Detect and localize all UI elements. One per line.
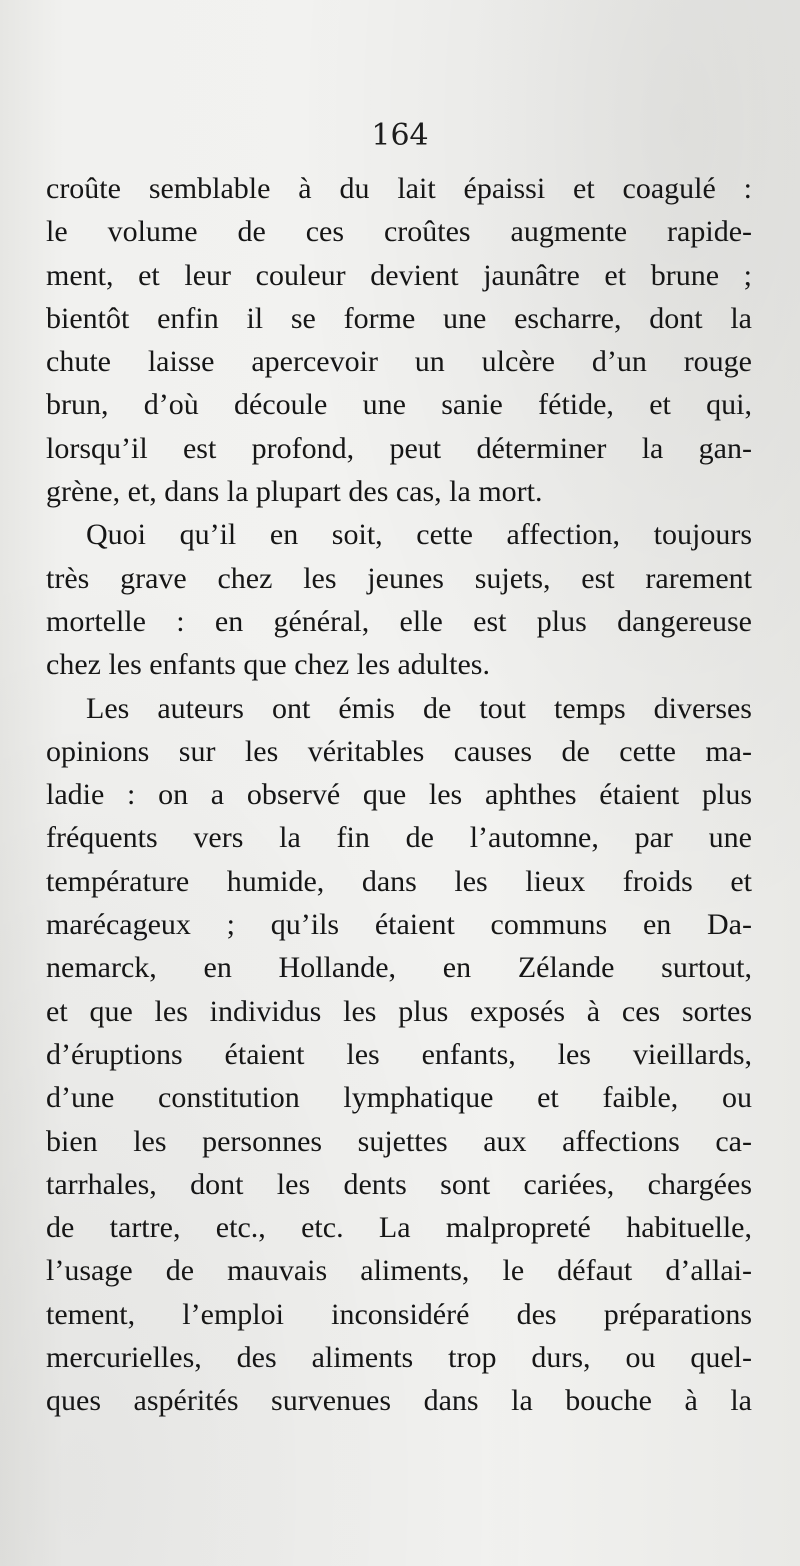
text-line: tarrhales, dont les dents sont cariées, chargées xyxy=(46,1167,752,1201)
text-line: chute laisse apercevoir un ulcère d’un rouge xyxy=(46,345,752,379)
text-line: très grave chez les jeunes sujets, est rarement xyxy=(46,561,752,595)
text-line: marécageux ; qu’ils étaient communs en Da- xyxy=(46,908,752,942)
text-line: brun, d’où découle une sanie fétide, et qui, xyxy=(46,388,752,422)
paragraph-start-line: Quoi qu’il en soit, cette affection, toujours xyxy=(86,518,752,552)
text-line: d’éruptions étaient les enfants, les vieillards, xyxy=(46,1037,752,1071)
text-line: le volume de ces croûtes augmente rapide- xyxy=(46,215,752,249)
text-line: bientôt enfin il se forme une escharre, dont la xyxy=(46,301,752,335)
paragraph-end-line: chez les enfants que chez les adultes. xyxy=(46,648,490,682)
text-line: opinions sur les véritables causes de cette ma- xyxy=(46,734,752,768)
text-line: bien les personnes sujettes aux affections ca- xyxy=(46,1124,752,1158)
text-line: d’une constitution lymphatique et faible, ou xyxy=(46,1081,752,1115)
page-number: 164 xyxy=(371,118,429,153)
text-line: ment, et leur couleur devient jaunâtre et brune ; xyxy=(46,258,752,292)
text-line: ques aspérités survenues dans la bouche à la xyxy=(46,1384,752,1418)
text-line: nemarck, en Hollande, en Zélande surtout, xyxy=(46,951,752,985)
paragraph-start-line: Les auteurs ont émis de tout temps diverses xyxy=(86,691,752,725)
text-line: mortelle : en général, elle est plus dangereuse xyxy=(46,604,752,638)
paragraph-end-line: grène, et, dans la plupart des cas, la mort. xyxy=(46,475,543,509)
text-line: lorsqu’il est profond, peut déterminer la gan- xyxy=(46,431,752,465)
text-line: mercurielles, des aliments trop durs, ou quel- xyxy=(46,1341,752,1375)
text-line: température humide, dans les lieux froids et xyxy=(46,864,752,898)
body-text xyxy=(46,167,752,1423)
text-line: de tartre, etc., etc. La malpropreté habituelle, xyxy=(46,1211,752,1245)
text-line: croûte semblable à du lait épaissi et coagulé : xyxy=(46,172,752,205)
text-line: et que les individus les plus exposés à ces sortes xyxy=(46,994,752,1028)
text-line: l’usage de mauvais aliments, le défaut d’allai- xyxy=(46,1254,752,1288)
text-line: fréquents vers la fin de l’automne, par une xyxy=(46,821,752,855)
text-line: tement, l’emploi inconsidéré des préparations xyxy=(46,1297,752,1331)
text-line: ladie : on a observé que les aphthes étaient plus xyxy=(46,778,752,812)
